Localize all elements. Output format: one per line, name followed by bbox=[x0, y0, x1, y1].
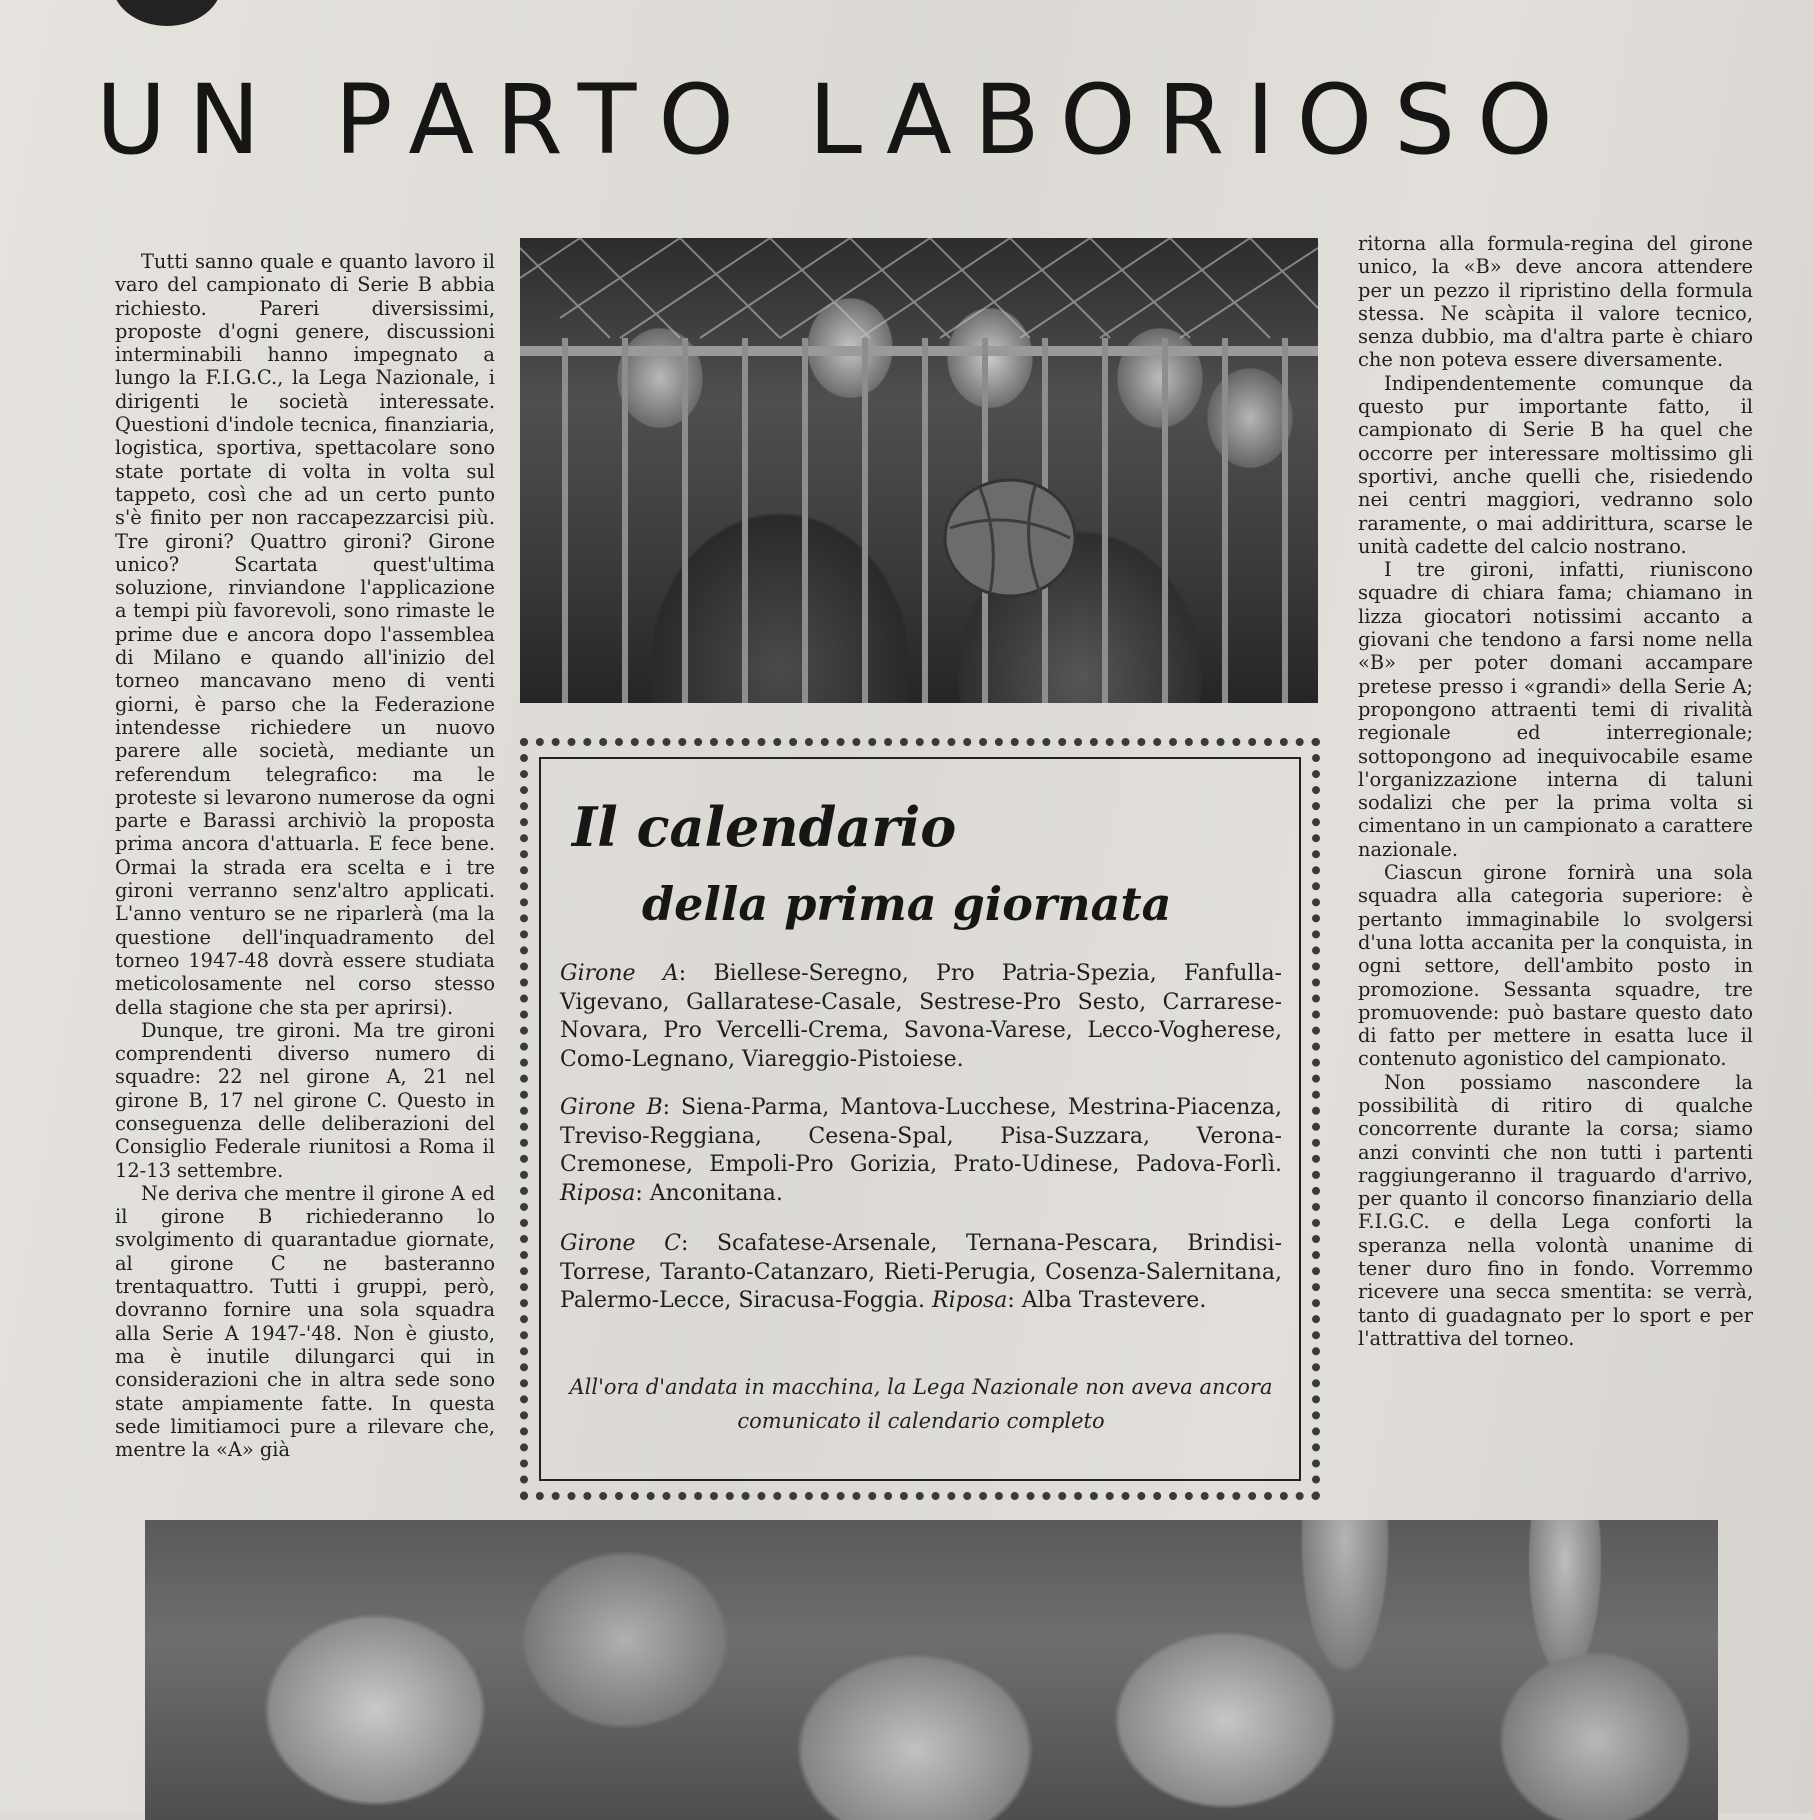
right-paragraph-2: Indipendentemente comunque da questo pur importante fatto, il campionato di Serie B ha quel che occorre per interessare moltissimo gli sportivi, anche quelli che, risiedendo nei centri maggiori, vedranno solo raramente, o mai addirittura, scarse le unità cadette del calcio nostrano. bbox=[1358, 371, 1753, 558]
girone-c-riposa-team: Alba Trastevere. bbox=[1021, 1288, 1207, 1313]
left-paragraph-2: Dunque, tre gironi. Ma tre gironi comprendenti diverso numero di squadre: 22 nel girone A, 21 nel girone B, 17 nel girone C. Questo in conseguenza delle deliberazioni del Consiglio Federale riunitosi a Roma il 12-13 settembre. bbox=[115, 1018, 495, 1182]
left-article-column bbox=[115, 250, 495, 1495]
right-paragraph-5: Non possiamo nascondere la possibilità di ritiro di qualche concorrente durante la corsa; siamo anzi convinti che non tutti i partenti raggiungeranno il traguardo d'arrivo, per quanto il concorso finanziario della F.I.G.C. e della Lega conforti la speranza nella volontà unanime di tener duro fino in fondo. Vorremmo ricevere una secca smentita: se verrà, tanto di guadagnato per lo sport e per l'attrattiva del torneo. bbox=[1358, 1070, 1753, 1350]
fans-behind-fence-photo bbox=[520, 238, 1318, 703]
calendar-note: All'ora d'andata in macchina, la Lega Nazionale non aveva ancora comunicato il calendario completo bbox=[569, 1375, 1273, 1433]
fence-overlay bbox=[520, 238, 1318, 703]
girone-c-label: Girone C bbox=[560, 1231, 681, 1256]
right-article-column bbox=[1358, 232, 1753, 1494]
girone-b-label: Girone B bbox=[560, 1095, 663, 1120]
girone-b-matches: Siena-Parma, Mantova-Lucchese, Mestrina-Piacenza, Treviso-Reggiana, Cesena-Spal, Pisa-Suzzara, Verona-Cremonese, Empoli-Pro Gorizia, Prato-Udinese, Padova-Forlì. bbox=[560, 1095, 1283, 1177]
girone-b-riposa-label: Riposa bbox=[560, 1180, 636, 1206]
girone-a-matches: Biellese-Seregno, Pro Patria-Spezia, Fanfulla-Vigevano, Gallaratese-Casale, Sestrese-Pro Sesto, Carrarese-Novara, Pro Vercelli-Crema, Savona-Varese, Lecco-Vogherese, Como-Legnano, Viareggio-Pistoiese. bbox=[560, 961, 1282, 1072]
girone-b-riposa-team: Anconitana. bbox=[649, 1180, 783, 1206]
right-paragraph-1: ritorna alla formula-regina del girone unico, la «B» deve ancora attendere per un pezzo il ripristino della formula stessa. Ne scàpita il valore tecnico, senza dubbio, ma d'altra parte è chiaro che non poteva essere diversamente. bbox=[1358, 232, 1753, 372]
left-paragraph-1: Tutti sanno quale e quanto lavoro il varo del campionato di Serie B abbia richiesto. Pareri diversissimi, proposte d'ogni genere, discussioni interminabili hanno impegnato a lungo la F.I.G.C., la Lega Nazionale, i dirigenti le società interessate. Questioni d'indole tecnica, finanziaria, logistica, sportiva, spettacolare sono state portate di volta in volta sul tappeto, così che ad un certo punto s'è finito per non raccapezzarcisi più. Tre gironi? Quattro gironi? Girone unico? Scartata quest'ultima soluzione, rinviandone l'applicazione a tempi più favorevoli, sono rimaste le prime due e ancora dopo l'assemblea di Milano e quando all'inizio del torneo mancavano meno di venti giorni, è parso che la Federazione intendesse richiedere un nuovo parere alle società, mediante un referendum telegrafico: ma le proteste si levarono numerose da ogni parte e Barassi archiviò la proposta prima ancora d'attuarla. E fece bene. Ormai la strada era scelta e i tre gironi verranno senz'altro applicati. L'anno venturo se ne riparlerà (ma la questione dell'inquadramento del torneo 1947-48 dovrà essere studiata meticolosamente nel corso stesso della stagione che sta per aprirsi). bbox=[115, 250, 495, 1019]
right-paragraph-4: Ciascun girone fornirà una sola squadra alla categoria superiore: è pertanto immaginabile lo svolgersi d'una lotta accanita per la conquista, in ogni settore, dell'ambito posto in promozione. Sessanta squadre, tre promuovende: può bastare questo dato di fatto per mettere in esatta luce il contenuto agonistico del campionato. bbox=[1358, 861, 1753, 1071]
left-paragraph-3: Ne deriva che mentre il girone A ed il girone B richiederanno lo svolgimento di quarantadue giornate, al girone C ne basteranno trentaquattro. Tutti i gruppi, però, dovranno fornire una sola squadra alla Serie A 1947-'48. Non è giusto, ma è inutile dilungarci qui in considerazioni che in altra sede sono state ampiamente fatte. In questa sede limitiamoci pure a rilevare che, mentre la «A» già bbox=[115, 1181, 495, 1462]
calendar-title: Il calendario bbox=[572, 795, 957, 859]
girone-a-fixtures: Girone A: Biellese-Seregno, Pro Patria-Spezia, Fanfulla-Vigevano, Gallaratese-Casale, Sestrese-Pro Sesto, Carrarese-Novara, Pro Vercelli-Crema, Savona-Varese, Lecco-Vogherese, Como-Legnano, Viareggio-Pistoiese. bbox=[560, 961, 1282, 1072]
headline: UN PARTO LABORIOSO bbox=[96, 64, 1575, 176]
right-paragraph-3: I tre gironi, infatti, riuniscono squadre di chiara fama; chiamano in lizza giocatori notissimi accanto a giovani che tendono a farsi nome nella «B» per poter domani accampare pretese presso i «grandi» della Serie A; propongono attraenti temi di rivalità regionale ed interregionale; sottopongono ad inequivocabile esame l'organizzazione interna di taluni sodalizi che per la prima volta si cimentano in un campionato a carattere nazionale. bbox=[1358, 558, 1753, 861]
girone-b-fixtures: Girone B: Siena-Parma, Mantova-Lucchese, Mestrina-Piacenza, Treviso-Reggiana, Cesena-Spal, Pisa-Suzzara, Verona-Cremonese, Empoli-Pro Gorizia, Prato-Udinese, Padova-Forlì. Riposa: Anconitana. bbox=[560, 1095, 1283, 1206]
footballs-photo bbox=[145, 1520, 1718, 1820]
girone-c-fixtures: Girone C: Scafatese-Arsenale, Ternana-Pescara, Brindisi-Torrese, Taranto-Catanzaro, Rieti-Perugia, Cosenza-Salernitana, Palermo-Lecce, Siracusa-Foggia. Riposa: Alba Trastevere. bbox=[560, 1231, 1282, 1313]
girone-a-label: Girone A bbox=[560, 961, 679, 986]
girone-c-riposa-label: Riposa bbox=[932, 1288, 1008, 1313]
calendar-subtitle: della prima giornata bbox=[642, 877, 1172, 931]
girone-c-matches: Scafatese-Arsenale, Ternana-Pescara, Brindisi-Torrese, Taranto-Catanzaro, Rieti-Perugia, Cosenza-Salernitana, Palermo-Lecce, Siracusa-Foggia. bbox=[560, 1231, 1282, 1313]
